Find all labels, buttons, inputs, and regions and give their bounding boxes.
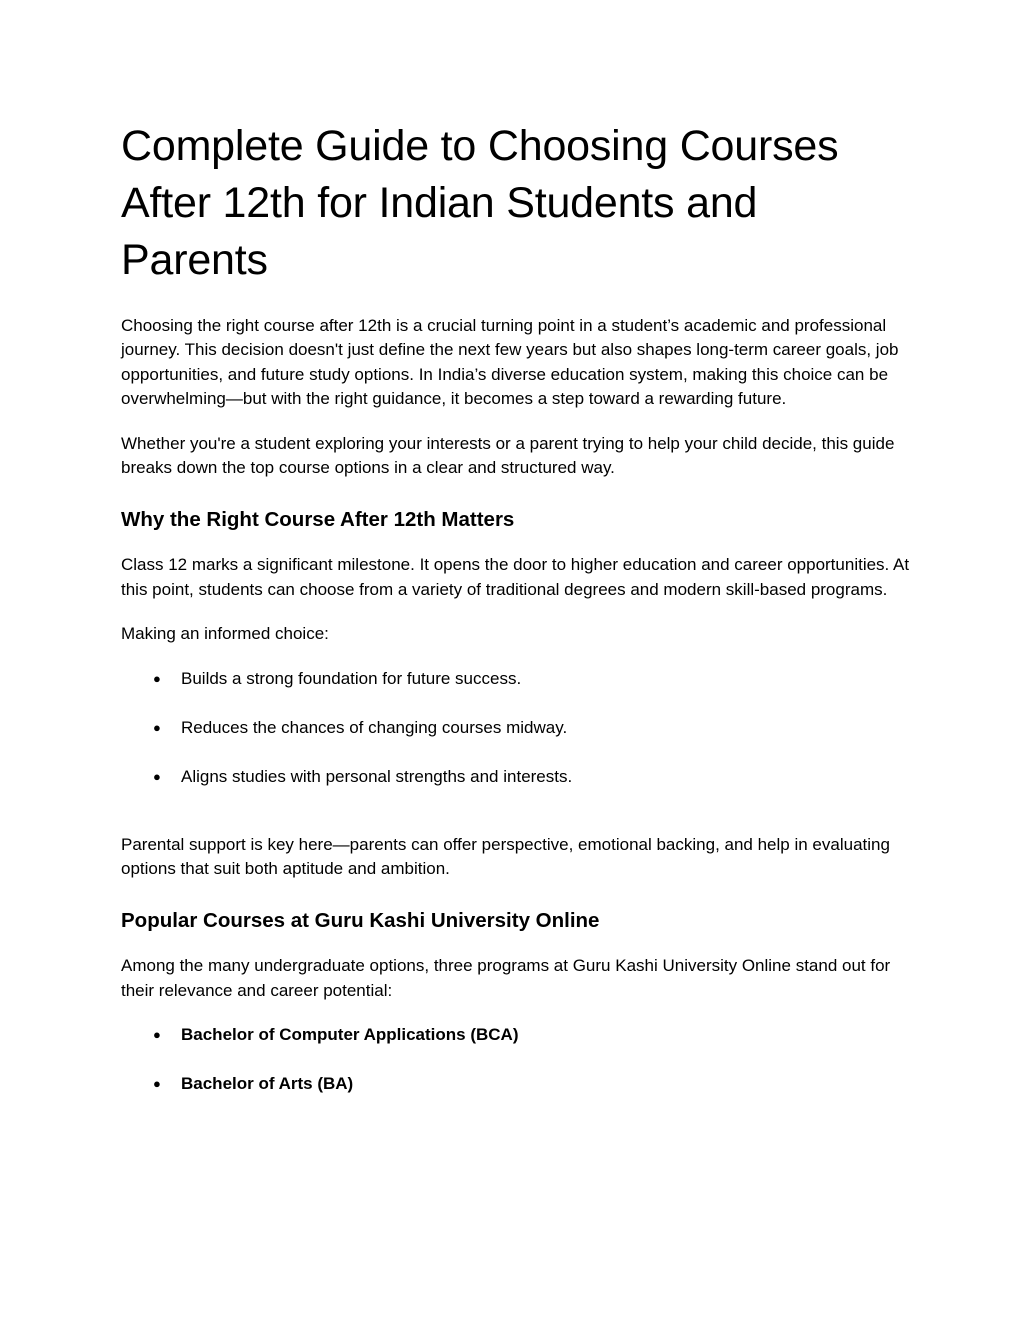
list-item (121, 667, 911, 691)
list-item (121, 1023, 911, 1047)
bullet-icon: ● (153, 670, 161, 686)
bullet-icon: ● (153, 719, 161, 735)
intro-paragraph-2: Whether you're a student exploring your interests or a parent trying to help your child decide, this guide breaks down the top course options in a clear and structured way. (121, 433, 895, 478)
bullet-icon: ● (153, 1076, 161, 1092)
popular-section-heading: Popular Courses at Guru Kashi University Online (121, 909, 600, 933)
course-name: Bachelor of Computer Applications (BCA) (181, 1025, 519, 1045)
intro-paragraph-1: Choosing the right course after 12th is a crucial turning point in a student’s academic and professional journey. This decision doesn't just define the next few years but also shapes long-term career goals, job opportunities, and future study options. In India’s diverse education system, making this choice can be overwhelming—but with the right guidance, it becomes a step toward a rewarding future. (121, 316, 899, 409)
why-section-heading: Why the Right Course After 12th Matters (121, 508, 515, 532)
course-name: Bachelor of Arts (BA) (181, 1074, 354, 1094)
why-paragraph-1: Class 12 marks a significant milestone. It opens the door to higher education and career opportunities. At this point, students can choose from a variety of traditional degrees and modern skill-based programs. (121, 555, 910, 599)
courses-list (121, 1023, 911, 1096)
bullet-icon: ● (153, 768, 161, 784)
list-item (121, 716, 911, 740)
page-title: Complete Guide to Choosing Courses After 12th for Indian Students and Parents (121, 122, 839, 284)
list-item (121, 1072, 911, 1096)
parental-support-paragraph: Parental support is key here—parents can offer perspective, emotional backing, and help in evaluating options that suit both aptitude and ambition. (121, 834, 890, 879)
why-paragraph-2: Making an informed choice: (121, 624, 329, 644)
document-page (121, 118, 911, 1096)
list-item-text: Aligns studies with personal strengths and interests. (181, 766, 573, 786)
list-item-text: Reduces the chances of changing courses midway. (181, 717, 568, 737)
list-item (121, 765, 911, 789)
popular-paragraph-1: Among the many undergraduate options, three programs at Guru Kashi University Online stand out for their relevance and career potential: (121, 956, 891, 1000)
benefits-list (121, 667, 911, 789)
list-item-text: Builds a strong foundation for future success. (181, 668, 522, 688)
bullet-icon: ● (153, 1027, 161, 1043)
